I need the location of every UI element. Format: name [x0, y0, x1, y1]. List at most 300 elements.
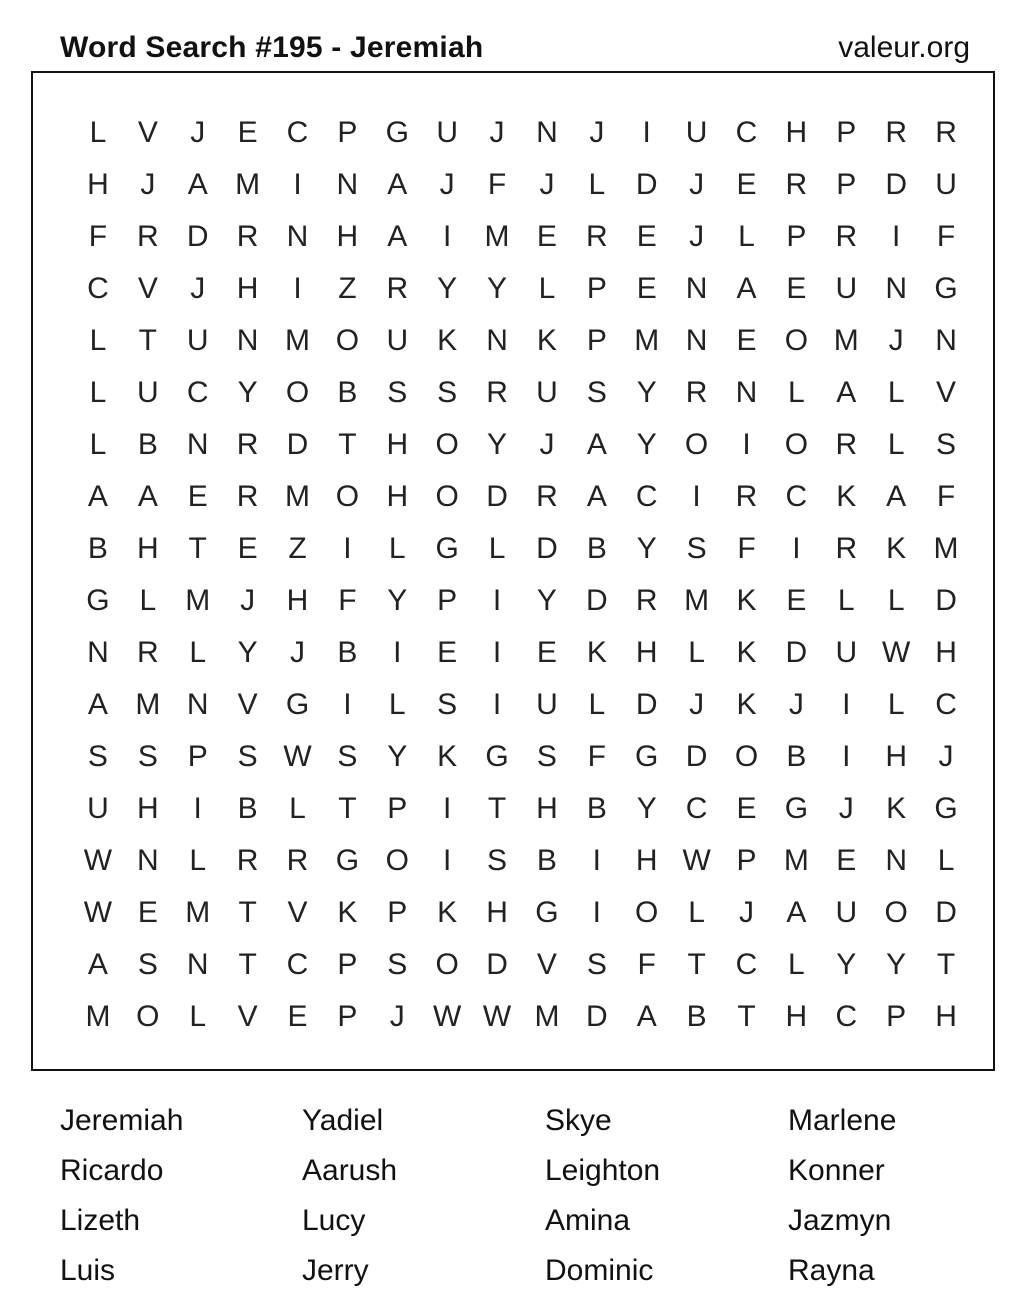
grid-letter: L	[139, 584, 157, 617]
grid-letter: B	[337, 636, 358, 669]
grid-letter: L	[89, 376, 107, 409]
grid-letter: W	[682, 844, 711, 877]
grid-letter: P	[886, 1000, 907, 1033]
grid-letter: J	[240, 584, 256, 617]
grid-letter: B	[237, 792, 258, 825]
grid-letter: J	[738, 896, 754, 929]
grid-letter: B	[337, 376, 358, 409]
grid-letter: P	[836, 168, 857, 201]
grid-letter: M	[185, 896, 211, 929]
grid-letter: S	[487, 844, 508, 877]
grid-letter: I	[492, 688, 502, 721]
grid-letter: N	[236, 324, 259, 357]
grid-letter: L	[887, 428, 905, 461]
grid-letter: I	[193, 792, 202, 825]
grid-letter: Y	[237, 376, 258, 409]
grid-letter: M	[284, 480, 310, 513]
site-name: valeur.org	[838, 31, 970, 64]
grid-letter: B	[786, 740, 807, 773]
grid-letter: D	[635, 168, 658, 201]
grid-letter: K	[886, 532, 907, 565]
grid-letter: J	[938, 740, 954, 773]
grid-letter: U	[386, 324, 409, 357]
grid-letter: H	[935, 636, 957, 669]
grid-letter: Y	[237, 636, 258, 669]
grid-letter: Y	[437, 272, 458, 305]
word-list-item: Dominic	[545, 1254, 654, 1287]
grid-letter: U	[87, 792, 109, 825]
grid-letter: Z	[288, 532, 307, 565]
grid-letter: M	[235, 168, 261, 201]
grid-letter: D	[286, 428, 309, 461]
grid-letter: I	[343, 688, 352, 721]
grid-letter: H	[336, 220, 359, 253]
grid-letter: D	[935, 584, 957, 617]
grid-letter: P	[337, 116, 358, 149]
grid-letter: R	[585, 220, 608, 253]
grid-letter: U	[835, 636, 858, 669]
grid-letter: J	[689, 688, 705, 721]
grid-letter: H	[386, 480, 409, 513]
grid-letter: G	[934, 272, 958, 305]
grid-letter: E	[736, 324, 757, 357]
grid-letter: I	[692, 480, 701, 513]
grid-letter: Y	[636, 792, 657, 825]
grid-letter: H	[136, 532, 159, 565]
grid-letter: D	[585, 1000, 608, 1033]
grid-letter: A	[836, 376, 857, 409]
grid-letter: L	[688, 896, 705, 929]
grid-letter: L	[738, 220, 755, 253]
grid-letter: N	[685, 272, 708, 305]
word-list-item: Jerry	[302, 1254, 369, 1287]
grid-letter: F	[338, 584, 357, 617]
grid-letter: R	[236, 220, 259, 253]
grid-letter: J	[190, 272, 206, 305]
grid-letter: T	[687, 948, 706, 981]
grid-letter: M	[484, 220, 510, 253]
grid-letter: J	[539, 168, 555, 201]
grid-letter: P	[586, 272, 607, 305]
grid-letter: L	[788, 948, 805, 981]
grid-letter: D	[885, 168, 907, 201]
grid-letter: R	[935, 116, 957, 149]
word-list-item: Jeremiah	[60, 1104, 184, 1137]
grid-letter: P	[736, 844, 757, 877]
grid-letter: H	[236, 272, 259, 305]
grid-letter: I	[891, 220, 901, 253]
grid-letter: L	[837, 584, 855, 617]
grid-letter: R	[286, 844, 309, 877]
grid-letter: U	[536, 688, 558, 721]
grid-letter: U	[436, 116, 458, 149]
word-list-item: Marlene	[788, 1104, 897, 1137]
grid-letter: K	[886, 792, 907, 825]
word-list-item: Leighton	[545, 1154, 661, 1187]
grid-letter: V	[287, 896, 308, 929]
grid-letter: U	[935, 168, 957, 201]
grid-letter: R	[835, 428, 858, 461]
grid-letter: Y	[636, 428, 657, 461]
grid-letter: D	[785, 636, 808, 669]
grid-letter: L	[388, 532, 406, 565]
grid-letter: O	[285, 376, 310, 409]
grid-letter: G	[934, 792, 958, 825]
grid-letter: U	[685, 116, 708, 149]
grid-letter: F	[587, 740, 606, 773]
grid-letter: S	[437, 688, 458, 721]
grid-letter: B	[87, 532, 108, 565]
grid-letter: P	[586, 324, 607, 357]
grid-letter: K	[736, 636, 757, 669]
grid-letter: H	[536, 792, 558, 825]
grid-letter: Y	[487, 428, 508, 461]
grid-letter: J	[389, 1000, 405, 1033]
grid-letter: N	[186, 948, 209, 981]
grid-letter: K	[437, 324, 458, 357]
grid-letter: S	[437, 376, 458, 409]
grid-letter: C	[735, 116, 758, 149]
grid-letter: C	[835, 1000, 858, 1033]
grid-letter: S	[686, 532, 707, 565]
grid-letter: S	[387, 376, 408, 409]
grid-letter: C	[635, 480, 658, 513]
grid-letter: E	[636, 220, 657, 253]
grid-letter: V	[936, 376, 957, 409]
grid-letter: R	[785, 168, 808, 201]
grid-letter: N	[685, 324, 708, 357]
grid-letter: A	[586, 428, 607, 461]
grid-letter: J	[140, 168, 156, 201]
grid-letter: K	[337, 896, 358, 929]
grid-letter: S	[137, 740, 158, 773]
grid-letter: S	[586, 948, 607, 981]
grid-letter: T	[138, 324, 157, 357]
grid-letter: R	[236, 428, 259, 461]
word-list-item: Amina	[545, 1204, 631, 1237]
grid-letter: N	[935, 324, 957, 357]
grid-letter: N	[486, 324, 508, 357]
grid-letter: G	[784, 792, 809, 825]
grid-letter: M	[634, 324, 660, 357]
grid-letter: L	[538, 272, 556, 305]
letter-grid-frame	[31, 71, 995, 1071]
grid-letter: A	[387, 220, 408, 253]
grid-letter: P	[337, 1000, 358, 1033]
grid-letter: D	[685, 740, 708, 773]
grid-letter: C	[286, 948, 309, 981]
grid-letter: O	[136, 1000, 160, 1033]
grid-letter: R	[835, 532, 858, 565]
grid-letter: O	[884, 896, 908, 929]
grid-letter: C	[186, 376, 209, 409]
grid-letter: L	[688, 636, 705, 669]
grid-letter: L	[588, 168, 606, 201]
grid-letter: T	[338, 792, 357, 825]
word-list-item: Aarush	[302, 1154, 398, 1187]
grid-letter: V	[237, 688, 258, 721]
grid-letter: I	[842, 740, 851, 773]
grid-letter: N	[87, 636, 109, 669]
grid-letter: O	[684, 428, 709, 461]
grid-letter: U	[536, 376, 558, 409]
grid-letter: J	[589, 116, 605, 149]
grid-letter: S	[586, 376, 607, 409]
grid-letter: W	[882, 636, 911, 669]
grid-letter: S	[87, 740, 108, 773]
grid-letter: P	[387, 792, 408, 825]
grid-letter: L	[588, 688, 606, 721]
grid-letter: M	[684, 584, 710, 617]
grid-letter: Y	[487, 272, 508, 305]
grid-letter: A	[87, 480, 108, 513]
grid-letter: L	[89, 324, 107, 357]
grid-letter: T	[238, 948, 257, 981]
grid-letter: R	[536, 480, 558, 513]
grid-letter: Y	[536, 584, 557, 617]
grid-letter: O	[335, 324, 360, 357]
grid-letter: I	[343, 532, 352, 565]
grid-letter: U	[186, 324, 209, 357]
word-list-item: Lizeth	[60, 1204, 141, 1237]
grid-letter: C	[735, 948, 758, 981]
grid-letter: A	[87, 948, 108, 981]
grid-letter: I	[592, 896, 601, 929]
grid-letter: W	[83, 896, 113, 929]
grid-letter: G	[535, 896, 559, 929]
grid-letter: J	[289, 636, 305, 669]
grid-letter: J	[888, 324, 904, 357]
grid-letter: P	[187, 740, 208, 773]
grid-letter: F	[637, 948, 656, 981]
grid-letter: K	[536, 324, 557, 357]
grid-letter: L	[89, 116, 107, 149]
grid-letter: S	[536, 740, 557, 773]
grid-letter: E	[786, 272, 807, 305]
puzzle-title: Word Search #195 - Jeremiah	[60, 31, 484, 64]
grid-letter: Z	[338, 272, 357, 305]
grid-letter: D	[186, 220, 209, 253]
grid-letter: U	[835, 272, 858, 305]
grid-letter: K	[586, 636, 607, 669]
grid-letter: I	[442, 844, 452, 877]
grid-letter: F	[936, 480, 956, 513]
grid-letter: G	[385, 116, 409, 149]
grid-letter: H	[885, 740, 907, 773]
grid-letter: L	[189, 1000, 207, 1033]
grid-letter: I	[792, 532, 801, 565]
grid-letter: I	[842, 688, 851, 721]
grid-letter: Y	[387, 740, 408, 773]
grid-letter: L	[89, 428, 107, 461]
grid-letter: P	[786, 220, 807, 253]
grid-letter: N	[536, 116, 558, 149]
grid-letter: B	[686, 1000, 707, 1033]
grid-letter: H	[386, 428, 409, 461]
grid-letter: B	[586, 792, 607, 825]
grid-letter: A	[786, 896, 807, 929]
grid-letter: G	[86, 584, 110, 617]
grid-letter: J	[788, 688, 804, 721]
grid-letter: S	[237, 740, 258, 773]
grid-letter: L	[887, 584, 905, 617]
grid-letter: U	[136, 376, 159, 409]
grid-letter: K	[836, 480, 857, 513]
grid-letter: A	[736, 272, 757, 305]
grid-letter: C	[87, 272, 109, 305]
grid-letter: Y	[886, 948, 907, 981]
grid-letter: R	[136, 220, 159, 253]
grid-letter: B	[536, 844, 557, 877]
grid-letter: I	[393, 636, 402, 669]
grid-letter: W	[283, 740, 312, 773]
grid-letter: R	[635, 584, 658, 617]
grid-letter: Y	[636, 376, 657, 409]
grid-letter: F	[88, 220, 108, 253]
grid-letter: R	[486, 376, 508, 409]
grid-letter: L	[289, 792, 306, 825]
grid-letter: O	[385, 844, 409, 877]
grid-letter: L	[887, 376, 905, 409]
grid-letter: V	[137, 116, 158, 149]
grid-letter: F	[936, 220, 956, 253]
grid-letter: T	[188, 532, 207, 565]
grid-letter: G	[635, 740, 659, 773]
grid-letter: N	[885, 844, 907, 877]
grid-letter: S	[137, 948, 158, 981]
grid-letter: G	[335, 844, 360, 877]
grid-letter: D	[486, 480, 508, 513]
grid-letter: O	[734, 740, 759, 773]
grid-letter: E	[137, 896, 158, 929]
grid-letter: V	[536, 948, 557, 981]
grid-letter: M	[833, 324, 859, 357]
grid-letter: A	[87, 688, 108, 721]
grid-letter: N	[186, 688, 209, 721]
grid-letter: T	[737, 1000, 756, 1033]
grid-letter: A	[636, 1000, 657, 1033]
grid-letter: D	[935, 896, 957, 929]
grid-letter: P	[437, 584, 458, 617]
word-list-item: Konner	[788, 1154, 885, 1187]
grid-letter: I	[742, 428, 751, 461]
grid-letter: D	[635, 688, 658, 721]
grid-letter: R	[136, 636, 159, 669]
grid-letter: E	[536, 220, 557, 253]
grid-letter: H	[136, 792, 159, 825]
grid-letter: H	[87, 168, 109, 201]
grid-letter: L	[388, 688, 406, 721]
grid-letter: K	[437, 896, 458, 929]
grid-letter: Y	[836, 948, 857, 981]
word-list-item: Luis	[60, 1254, 116, 1287]
grid-letter: E	[536, 636, 557, 669]
grid-letter: S	[387, 948, 408, 981]
grid-letter: H	[785, 1000, 808, 1033]
letter-grid	[73, 107, 971, 1043]
grid-letter: I	[293, 168, 302, 201]
grid-letter: A	[586, 480, 607, 513]
grid-letter: C	[785, 480, 808, 513]
grid-letter: R	[386, 272, 409, 305]
grid-letter: L	[788, 376, 805, 409]
word-list-item: Yadiel	[302, 1104, 384, 1137]
grid-letter: I	[442, 220, 452, 253]
grid-letter: G	[435, 532, 459, 565]
grid-letter: H	[486, 896, 508, 929]
page-header	[60, 26, 970, 70]
grid-letter: N	[735, 376, 758, 409]
grid-letter: G	[485, 740, 509, 773]
grid-letter: T	[238, 896, 257, 929]
word-list-item: Skye	[545, 1104, 612, 1137]
grid-letter: A	[387, 168, 408, 201]
grid-letter: F	[737, 532, 756, 565]
grid-letter: O	[435, 948, 459, 981]
grid-letter: M	[783, 844, 809, 877]
grid-letter: E	[836, 844, 857, 877]
grid-letter: W	[482, 1000, 512, 1033]
grid-letter: G	[285, 688, 310, 721]
grid-letter: L	[488, 532, 506, 565]
grid-letter: L	[189, 636, 207, 669]
grid-letter: A	[886, 480, 907, 513]
grid-letter: A	[137, 480, 158, 513]
grid-letter: J	[439, 168, 455, 201]
grid-letter: E	[736, 792, 757, 825]
grid-letter: D	[585, 584, 608, 617]
grid-letter: M	[85, 1000, 111, 1033]
grid-letter: H	[785, 116, 808, 149]
grid-letter: J	[190, 116, 206, 149]
grid-letter: T	[936, 948, 956, 981]
grid-letter: R	[885, 116, 907, 149]
grid-letter: I	[492, 636, 502, 669]
grid-letter: A	[187, 168, 208, 201]
word-list-item: Ricardo	[60, 1154, 164, 1187]
grid-letter: J	[689, 168, 705, 201]
grid-letter: I	[442, 792, 452, 825]
grid-letter: P	[836, 116, 857, 149]
grid-letter: B	[137, 428, 158, 461]
grid-letter: C	[935, 688, 957, 721]
grid-letter: M	[284, 324, 310, 357]
grid-letter: W	[83, 844, 113, 877]
grid-letter: K	[437, 740, 458, 773]
grid-letter: M	[933, 532, 959, 565]
word-list-item: Jazmyn	[788, 1204, 892, 1237]
grid-letter: O	[635, 896, 659, 929]
grid-letter: L	[937, 844, 955, 877]
grid-letter: N	[136, 844, 159, 877]
grid-letter: M	[185, 584, 211, 617]
grid-letter: H	[286, 584, 309, 617]
grid-letter: T	[487, 792, 507, 825]
grid-letter: D	[536, 532, 558, 565]
grid-letter: R	[735, 480, 758, 513]
grid-letter: P	[337, 948, 358, 981]
grid-letter: H	[635, 844, 658, 877]
grid-letter: E	[237, 532, 258, 565]
grid-letter: I	[492, 584, 502, 617]
grid-letter: O	[784, 428, 809, 461]
word-list	[60, 1096, 1030, 1296]
grid-letter: E	[786, 584, 807, 617]
word-list-item: Rayna	[788, 1254, 875, 1287]
grid-letter: V	[237, 1000, 258, 1033]
grid-letter: S	[337, 740, 358, 773]
grid-letter: O	[435, 480, 459, 513]
